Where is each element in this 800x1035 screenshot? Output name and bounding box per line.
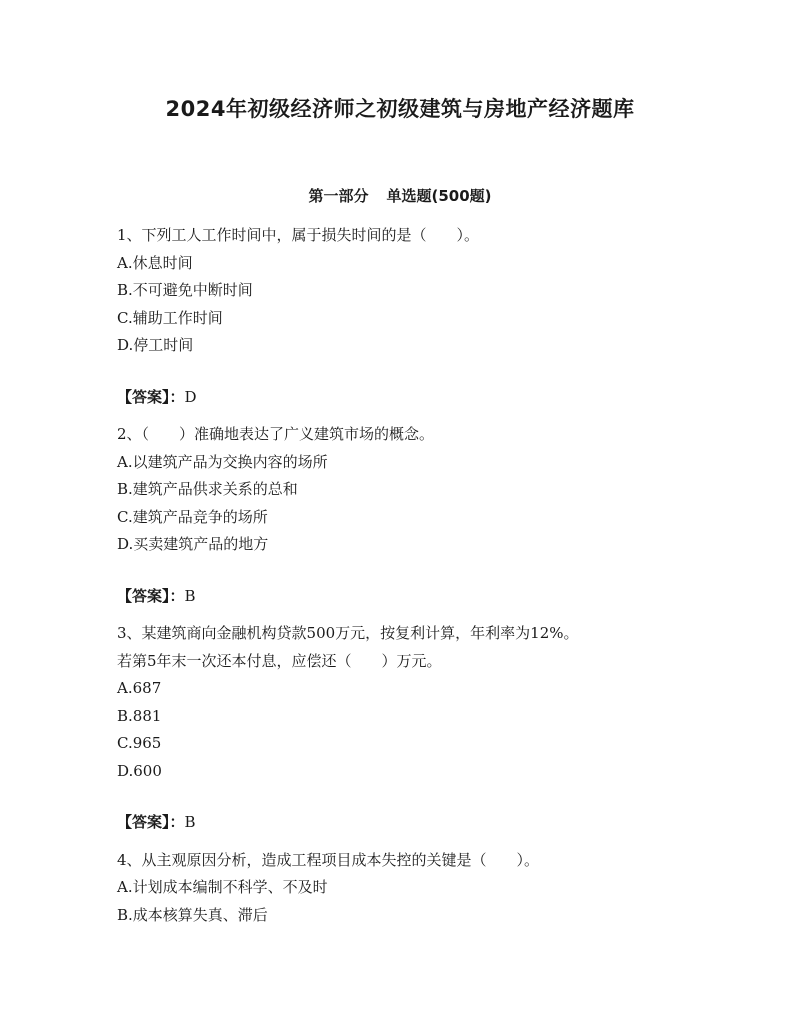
question-4-option-a: A.计划成本编制不科学、不及时	[117, 878, 328, 896]
question-2	[117, 421, 697, 610]
answer-value: D	[184, 387, 197, 406]
question-3-answer	[117, 809, 697, 837]
answer-value: B	[184, 813, 196, 831]
question-3-option-d: D.600	[117, 761, 162, 780]
question-3-option-a: A.687	[117, 679, 162, 697]
question-1-option-c: C.辅助工作时间	[117, 308, 223, 327]
answer-value: B	[184, 586, 196, 605]
question-4	[117, 847, 697, 930]
question-1-option-a: A.休息时间	[117, 253, 193, 272]
question-3-stem-line-2: 若第5年末一次还本付息，应偿还（ ）万元。	[117, 651, 442, 670]
document-title: 2024年初级经济师之初级建筑与房地产经济题库	[165, 97, 635, 121]
question-1-option-d: D.停工时间	[117, 336, 194, 354]
question-2-answer	[117, 583, 697, 611]
section-type: 单选题(500题)	[386, 187, 492, 205]
question-1	[117, 222, 697, 411]
section-part: 第一部分	[308, 187, 369, 205]
question-2-option-c: C.建筑产品竞争的场所	[117, 507, 268, 526]
answer-label: 【答案】：	[117, 813, 185, 831]
question-3-option-b: B.881	[117, 706, 162, 725]
question-2-stem: 2、（ ）准确地表达了广义建筑市场的概念。	[117, 425, 435, 443]
question-1-answer	[117, 384, 697, 412]
question-3	[117, 620, 697, 837]
section-heading	[0, 184, 800, 208]
question-list	[117, 222, 697, 929]
answer-label: 【答案】：	[117, 586, 185, 605]
answer-label: 【答案】：	[117, 387, 185, 406]
question-2-option-b: B.建筑产品供求关系的总和	[117, 480, 298, 498]
question-3-stem-line-1: 3、某建筑商向金融机构贷款500万元，按复利计算，年利率为12%。	[117, 624, 579, 642]
question-2-option-a: A.以建筑产品为交换内容的场所	[117, 452, 328, 471]
question-2-option-d: D.买卖建筑产品的地方	[117, 535, 269, 553]
question-1-option-b: B.不可避免中断时间	[117, 281, 253, 299]
question-1-stem: 1、下列工人工作时间中，属于损失时间的是（ ）。	[117, 226, 480, 244]
question-3-option-c: C.965	[117, 734, 162, 752]
question-4-option-b: B.成本核算失真、滞后	[117, 905, 268, 924]
question-4-stem: 4、从主观原因分析，造成工程项目成本失控的关键是（ ）。	[117, 850, 540, 869]
